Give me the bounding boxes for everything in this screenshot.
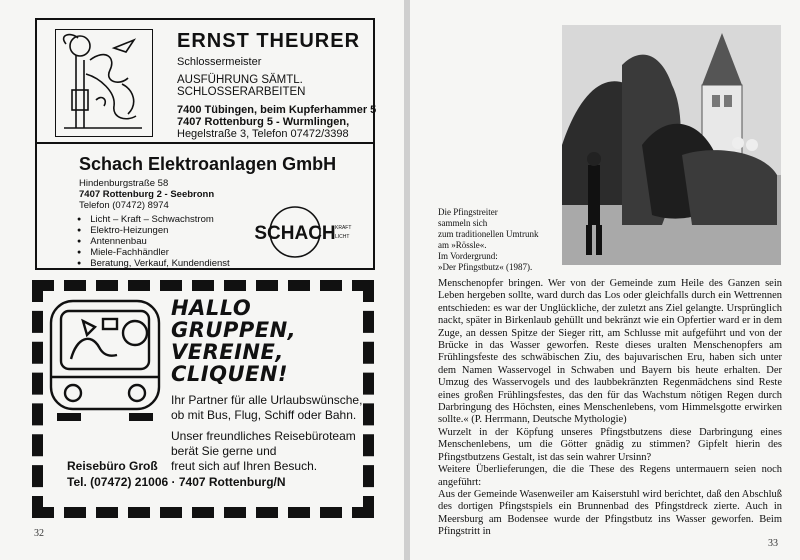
ad-theurer — [35, 18, 375, 144]
pentecost-riders-photo — [562, 25, 781, 265]
caption-line: am »Rössle«. — [438, 240, 487, 250]
headline-line: GRUPPEN, — [171, 318, 297, 342]
caption-line: Im Vordergrund: — [438, 251, 498, 261]
logo-word: SCHACH — [254, 223, 336, 244]
body-line: freut sich auf Ihren Besuch. — [171, 459, 318, 473]
company-name: ERNST THEURER — [177, 30, 361, 52]
right-page — [410, 0, 800, 560]
address-line-2: 7407 Rottenburg 5 - Wurmlingen, — [177, 116, 350, 128]
list-item: ● Licht – Kraft – Schwachstrom — [77, 214, 230, 225]
city-line: 7407 Rottenburg 2 - Seebronn — [79, 189, 215, 200]
list-item: ● Beratung, Verkauf, Kundendienst — [77, 258, 230, 269]
body-line: Ihr Partner für alle Urlaubswünsche, — [171, 393, 363, 407]
contact-line: Tel. (07472) 21006 · 7407 Rottenburg/N — [67, 475, 286, 489]
body-line: ob mit Bus, Flug, Schiff oder Bahn. — [171, 408, 357, 422]
caption-line: Die Pfingstreiter — [438, 207, 498, 217]
paragraph: Wurzelt in der Köpfung unseres Pfingstbutzens diese Darbringung eines Menschenlebens, um die Götter gnädig zu stimmen? Gipfelt hierin des Pfingstbutzens Gestalt, ist das sein wahrer Ursinn? — [438, 426, 782, 463]
list-item: ● Elektro-Heizungen — [77, 225, 230, 236]
services-list — [77, 214, 230, 269]
headline-line: VEREINE, — [171, 340, 284, 364]
headline — [171, 297, 296, 385]
service-line-1: AUSFÜHRUNG SÄMTL. — [177, 74, 303, 86]
service-line-2: SCHLOSSERARBEITEN — [177, 86, 306, 98]
caption-line: »Der Pfingstbutz« (1987). — [438, 262, 533, 272]
street-line: Hindenburgstraße 58 — [79, 178, 169, 189]
page-number: 32 — [34, 528, 44, 539]
list-item: ● Antennenbau — [77, 236, 230, 247]
body-line: berät Sie gerne und — [171, 444, 277, 458]
ad-reisebuero — [32, 280, 374, 518]
paragraph: Weitere Überlieferungen, die die These des Regens untermauern seien noch angeführt: — [438, 464, 782, 488]
article-body — [438, 278, 782, 539]
company-name: Reisebüro Groß — [67, 459, 158, 473]
company-name: Schach Elektroanlagen GmbH — [79, 154, 337, 174]
address-line-3: Hegelstraße 3, Telefon 07472/3398 — [177, 128, 349, 140]
headline-line: CLIQUEN! — [171, 362, 289, 386]
address-line-1: 7400 Tübingen, beim Kupferhammer 5 — [177, 104, 377, 116]
headline-line: HALLO — [171, 296, 252, 320]
paragraph: Aus der Gemeinde Wasenweiler am Kaiserstuhl wird berichtet, daß den Abschluß des dortigen Pfingstspiels ein Brunnenbad des Pfingstdreck zierte. Auch in Meersburg am Bodensee wurde der Pfingstbutz ins Wasser geworfen. Beim Pfingstritt in — [438, 488, 782, 538]
paragraph: Menschenopfer bringen. Wer von der Gemeinde zum Heile des Ganzen sein Leben hergeben sollte, ward durch das Los oder gleichfalls durch ein Wettrennen entschieden: es war der Unglückliche, der zuletzt ans Ziel gelangte. Ursprünglich nackt, später in Birkenlaub gehüllt und bekränzt wie ein Opfertier ward er in dem Zuge, an dessen Spitze der Sieger ritt, am Schlusse mit aufgeführt und von der Brücke in das Wasser geworfen. Reste dieses uralten Menschenopfers am Frühlingsfeste des schwäbischen Ziu, des bajuvarischen Eru, haben sich unter dem Namen Wasservogel in Schwaben und Bayern bis heute erhalten. Der Umzug des Wasservogels und des laubbekränzten Regenmädchens sind Reste eines großen Frühlingsfestes, das den für das Wachstum nötigen Regen durch Darbringung des Höchsten, eines Menschenlebens, vom Himmelsgotte erwirken sollte.« (P. Herrmann, Deutsche Mythologie) — [438, 278, 782, 426]
logo-side-1: KRAFT — [335, 225, 352, 231]
body-line: Unser freundliches Reisebüroteam — [171, 429, 356, 443]
phone-line: Telefon (07472) 8974 — [79, 200, 169, 211]
photo-caption — [438, 207, 538, 273]
locksmith-logo-icon — [55, 29, 153, 137]
schach-logo-icon — [239, 206, 359, 258]
trade-label: Schlossermeister — [177, 56, 262, 68]
ad-schach — [35, 144, 375, 270]
page-number: 33 — [768, 538, 778, 549]
logo-side-2: LICHT — [335, 234, 350, 240]
caption-line: sammeln sich — [438, 218, 488, 228]
bus-illustration-icon — [47, 297, 165, 423]
caption-line: zum traditionellen Umtrunk — [438, 229, 539, 239]
list-item: ● Miele-Fachhändler — [77, 247, 230, 258]
